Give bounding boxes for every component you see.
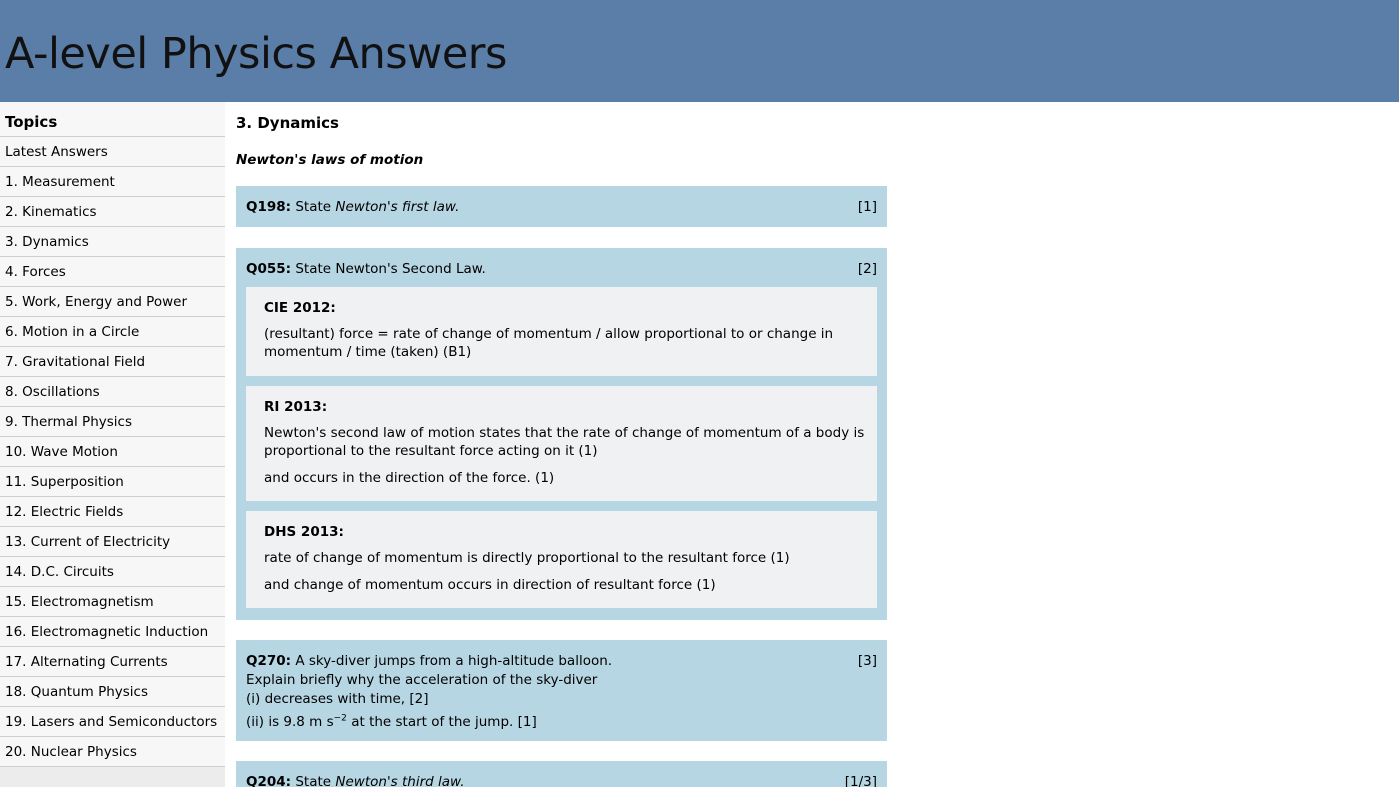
- topics-sidebar: [0, 102, 225, 787]
- sidebar-item-lasers-semiconductors[interactable]: 19. Lasers and Semiconductors: [0, 707, 225, 737]
- sidebar-item-work-energy-power[interactable]: 5. Work, Energy and Power: [0, 287, 225, 317]
- question-line-2: Explain briefly why the acceleration of the sky-diver: [246, 672, 598, 688]
- sidebar-item-nuclear-physics[interactable]: 20. Nuclear Physics: [0, 737, 225, 767]
- question-id: Q198:: [246, 199, 292, 215]
- question-marks: [3]: [857, 653, 877, 669]
- answer-line: Newton's second law of motion states that the rate of change of momentum of a body is proportional to the resultant force acting on it (1): [264, 425, 865, 459]
- answer-line: (resultant) force = rate of change of momentum / allow proportional to or change in momentum / time (taken) (B1): [264, 326, 834, 360]
- question-marks: [1/3]: [844, 774, 877, 787]
- sidebar-item-measurement[interactable]: 1. Measurement: [0, 167, 225, 197]
- question-id: Q270:: [246, 653, 292, 669]
- question-emphasis: Newton's first law.: [335, 199, 460, 215]
- question-text: [236, 248, 887, 287]
- answer-cie-2012: [246, 287, 877, 376]
- question-marks: [1]: [857, 199, 877, 215]
- sidebar-item-kinematics[interactable]: 2. Kinematics: [0, 197, 225, 227]
- sidebar-item-dynamics[interactable]: 3. Dynamics: [0, 227, 225, 257]
- answer-line: rate of change of momentum is directly proportional to the resultant force (1): [264, 550, 790, 566]
- question-body: State Newton's Second Law.: [295, 261, 486, 277]
- question-text: [236, 640, 887, 732]
- app-title: A-level Physics Answers: [5, 29, 507, 79]
- answer-dhs-2013: [246, 511, 877, 608]
- sidebar-item-alternating-currents[interactable]: 17. Alternating Currents: [0, 647, 225, 677]
- sidebar-item-motion-in-a-circle[interactable]: 6. Motion in a Circle: [0, 317, 225, 347]
- sidebar-item-gravitational-field[interactable]: 7. Gravitational Field: [0, 347, 225, 377]
- question-text: [236, 186, 887, 217]
- question-line-4: [246, 713, 537, 732]
- sidebar-item-current-of-electricity[interactable]: 13. Current of Electricity: [0, 527, 225, 557]
- answer-line: and change of momentum occurs in direction of resultant force (1): [264, 577, 716, 593]
- question-text: [236, 761, 887, 787]
- question-marks: [2]: [857, 261, 877, 277]
- answer-line: and occurs in the direction of the force. (1): [264, 470, 555, 486]
- question-emphasis: Newton's third law.: [335, 774, 465, 787]
- sidebar-item-oscillations[interactable]: 8. Oscillations: [0, 377, 225, 407]
- section-title: 3. Dynamics: [236, 114, 339, 132]
- question-id: Q204:: [246, 774, 292, 787]
- sidebar-item-quantum-physics[interactable]: 18. Quantum Physics: [0, 677, 225, 707]
- question-body: State: [295, 199, 336, 215]
- sidebar-item-superposition[interactable]: 11. Superposition: [0, 467, 225, 497]
- main-content: [236, 102, 887, 787]
- answer-source: CIE 2012:: [264, 300, 336, 316]
- question-line-4-post: at the start of the jump. [1]: [346, 714, 537, 730]
- question-line-3: (i) decreases with time, [2]: [246, 691, 429, 707]
- question-id: Q055:: [246, 261, 292, 277]
- question-body: State: [295, 774, 336, 787]
- superscript: −2: [333, 713, 347, 724]
- answer-ri-2013: [246, 386, 877, 501]
- question-card-q055[interactable]: [236, 248, 887, 620]
- sidebar-item-electromagnetism[interactable]: 15. Electromagnetism: [0, 587, 225, 617]
- sidebar-item-dc-circuits[interactable]: 14. D.C. Circuits: [0, 557, 225, 587]
- sidebar-item-latest-answers[interactable]: Latest Answers: [0, 137, 225, 167]
- topics-heading: Topics: [0, 102, 225, 137]
- sidebar-item-thermal-physics[interactable]: 9. Thermal Physics: [0, 407, 225, 437]
- question-card-q198[interactable]: [236, 186, 887, 227]
- question-line-4-pre: (ii) is 9.8 m s: [246, 714, 334, 730]
- sidebar-item-wave-motion[interactable]: 10. Wave Motion: [0, 437, 225, 467]
- question-card-q270[interactable]: [236, 640, 887, 741]
- answer-source: RI 2013:: [264, 399, 328, 415]
- sidebar-item-electromagnetic-induction[interactable]: 16. Electromagnetic Induction: [0, 617, 225, 647]
- subsection-title: Newton's laws of motion: [236, 152, 424, 168]
- answer-source: DHS 2013:: [264, 524, 344, 540]
- app-header: [0, 0, 1399, 102]
- sidebar-item-forces[interactable]: 4. Forces: [0, 257, 225, 287]
- sidebar-filler: [0, 767, 225, 787]
- sidebar-item-electric-fields[interactable]: 12. Electric Fields: [0, 497, 225, 527]
- question-card-q204[interactable]: [236, 761, 887, 787]
- question-line-1: A sky-diver jumps from a high-altitude balloon.: [295, 653, 613, 669]
